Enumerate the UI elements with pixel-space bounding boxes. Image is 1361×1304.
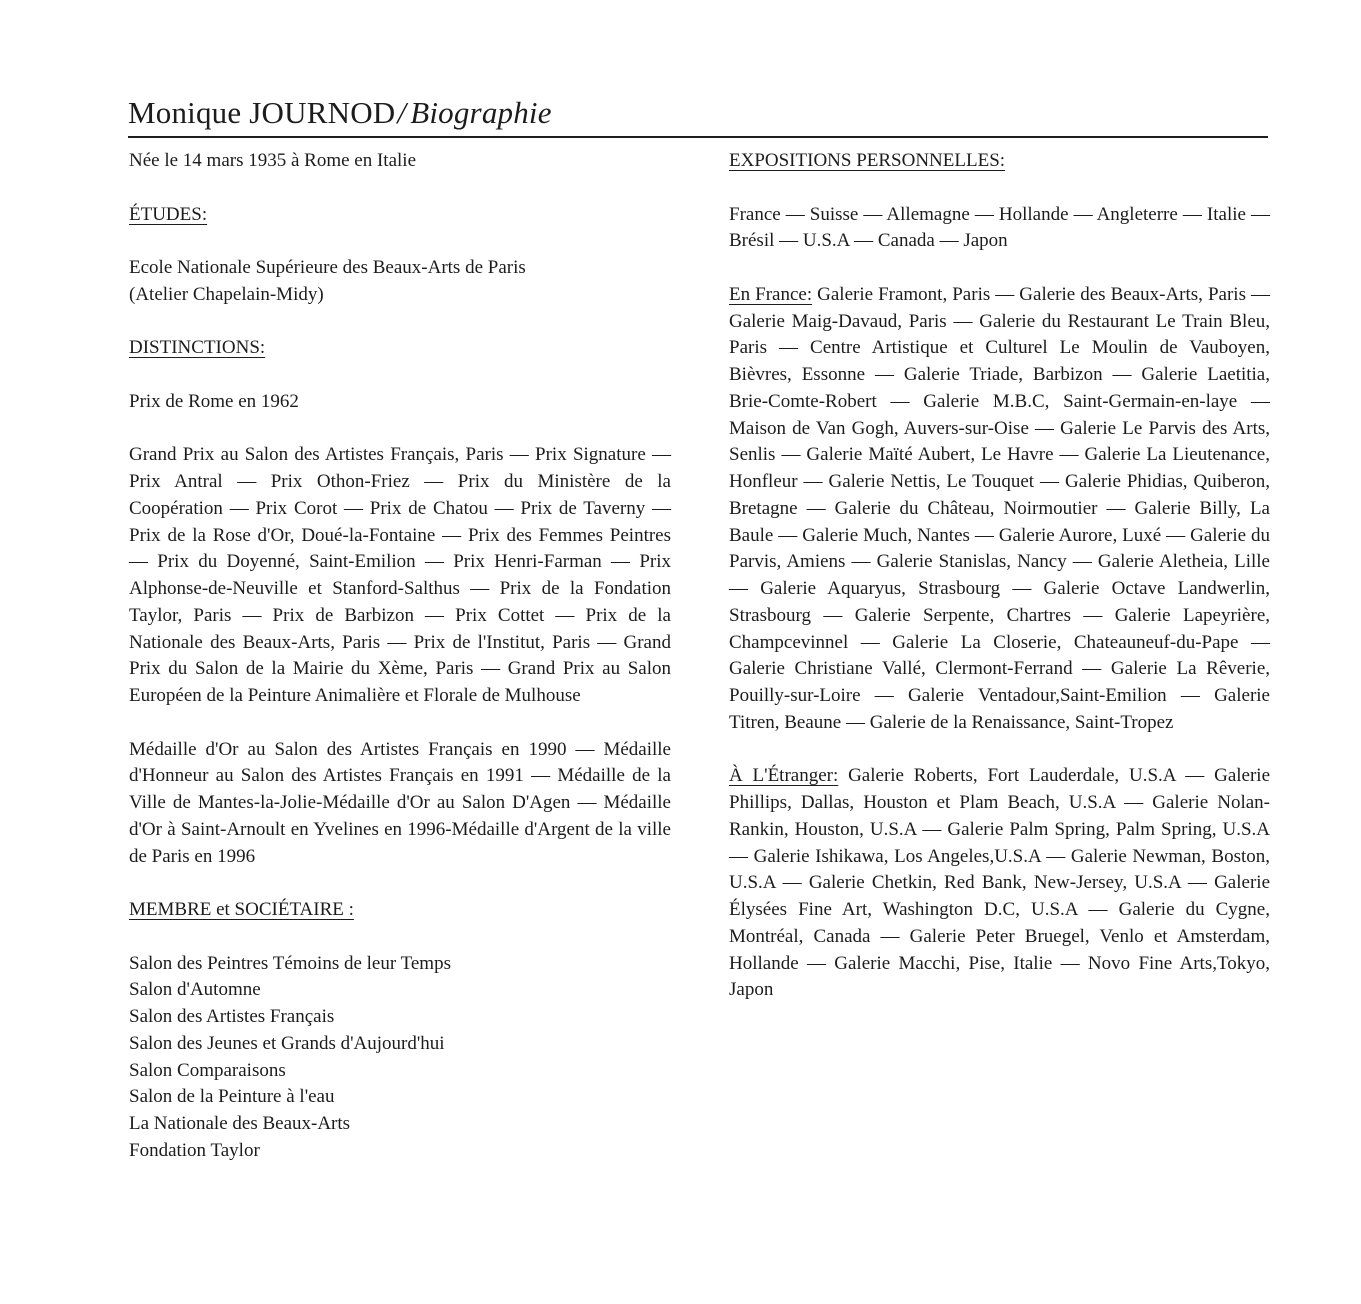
studies-line: (Atelier Chapelain-Midy): [129, 283, 324, 305]
prizes-paragraph: Grand Prix au Salon des Artistes Français, Paris — Prix Signature — Prix Antral — Prix Othon-Friez — Prix du Ministère de la Coopération — Prix Corot — Prix de Chatou — Prix de Taverny — Prix de la Rose d'Or, Doué-la-Fontaine — Prix des Femmes Peintres — Prix du Doyenné, Saint-Emilion — Prix Henri-Farman — Prix Alphonse-de-Neuville et Stanford-Salthus — Prix de la Fondation Taylor, Paris — Prix de Barbizon — Prix Cottet — Prix de la Nationale des Beaux-Arts, Paris — Prix de l'Institut, Paris — Grand Prix du Salon de la Mairie du Xème, Paris — Grand Prix au Salon Européen de la Peinture Animalière et Florale de Mulhouse: [129, 444, 671, 706]
expositions-heading: EXPOSITIONS PERSONNELLES:: [729, 150, 1006, 171]
list-item: Salon des Jeunes et Grands d'Aujourd'hui: [129, 1032, 445, 1054]
salons-list: [129, 951, 671, 1165]
studies-line: Ecole Nationale Supérieure des Beaux-Arts de Paris: [129, 257, 526, 278]
list-item: Salon des Artistes Français: [129, 1006, 335, 1027]
studies-heading: ÉTUDES:: [129, 203, 208, 225]
list-item: Salon Comparaisons: [129, 1059, 286, 1081]
distinctions-heading: DISTINCTIONS:: [129, 337, 266, 359]
prix-de-rome: Prix de Rome en 1962: [129, 390, 299, 412]
list-item: Salon des Peintres Témoins de leur Temps: [129, 952, 451, 974]
studies-heading-block: [129, 202, 671, 229]
list-item: Salon d'Automne: [129, 979, 261, 1001]
page-title: [128, 94, 552, 132]
artist-name: Monique JOURNOD: [128, 95, 396, 130]
medals-paragraph: Médaille d'Or au Salon des Artistes Français en 1990 — Médaille d'Honneur au Salon des Artistes Français en 1991 — Médaille de la Ville de Mantes-la-Jolie-Médaille d'Or au Salon D'Agen — Médaille d'Or à Saint-Arnoult en Yvelines en 1996-Médaille d'Argent de la ville de Paris en 1996: [129, 738, 671, 867]
france-paragraph: [729, 282, 1270, 737]
etranger-paragraph: [729, 763, 1270, 1004]
page-header: [128, 92, 1268, 138]
countries-paragraph: France — Suisse — Allemagne — Hollande — Angleterre — Italie — Brésil — U.S.A — Canada — Japon: [729, 203, 1270, 252]
france-text: Galerie Framont, Paris — Galerie des Beaux-Arts, Paris — Galerie Maig-Davaud, Paris — Galerie du Restaurant Le Train Bleu, Paris — Centre Artistique et Culturel Le Moulin de Vauboyen, Bièvres, Essonne — Galerie Triade, Barbizon — Galerie Laetitia, Brie-Comte-Robert — Galerie M.B.C, Saint-Germain-en-laye — Maison de Van Gogh, Auvers-sur-Oise — Galerie Le Parvis des Arts, Senlis — Galerie Maïté Aubert, Le Havre — Galerie La Lieutenance, Honfleur — Galerie Nettis, Le Touquet — Galerie Phidias, Quiberon, Bretagne — Galerie du Château, Noirmoutier — Galerie Billy, La Baule — Galerie Much, Nantes — Galerie Aurore, Luxé — Galerie du Parvis, Amiens — Galerie Stanislas, Nancy — Galerie Aletheia, Lille — Galerie Aquaryus, Strasbourg — Galerie Octave Landwerlin, Strasbourg — Galerie Serpente, Chartres — Galerie Lapeyrière, Champcevinnel — Galerie La Closerie, Chateauneuf-du-Pape — Galerie Christiane Vallé, Clermont-Ferrand — Galerie La Rêverie, Pouilly-sur-Loire — Galerie Ventadour,Saint-Emilion — Galerie Titren, Beaune — Galerie de la Renaissance, Saint-Tropez: [729, 283, 1270, 733]
studies-text: [129, 255, 671, 309]
france-label: En France:: [729, 283, 813, 305]
list-item: Salon de la Peinture à l'eau: [129, 1086, 335, 1108]
title-separator: /: [397, 95, 407, 130]
distinctions-heading-block: [129, 335, 671, 362]
etranger-text: Galerie Roberts, Fort Lauderdale, U.S.A — Galerie Phillips, Dallas, Houston et Plam Beach, U.S.A — Galerie Nolan-Rankin, Houston, U.S.A — Galerie Palm Spring, Palm Spring, U.S.A — Galerie Ishikawa, Los Angeles,U.S.A — Galerie Newman, Boston, U.S.A — Galerie Chetkin, Red Bank, New-Jersey, U.S.A — Galerie Élysées Fine Art, Washington D.C, U.S.A — Galerie du Cygne, Montréal, Canada — Galerie Peter Bruegel, Venlo et Amsterdam, Hollande — Galerie Macchi, Pise, Italie — Novo Fine Arts,Tokyo, Japon: [729, 765, 1271, 1001]
membre-heading-block: [129, 897, 671, 924]
page-subtitle: Biographie: [410, 95, 552, 130]
list-item: Fondation Taylor: [129, 1139, 260, 1161]
expositions-heading-block: [729, 148, 1270, 175]
membre-heading: MEMBRE et SOCIÉTAIRE :: [129, 899, 354, 920]
left-column: [129, 148, 671, 1165]
list-item: La Nationale des Beaux-Arts: [129, 1113, 351, 1134]
birth-line: Née le 14 mars 1935 à Rome en Italie: [129, 150, 417, 171]
right-column: [729, 148, 1270, 1031]
etranger-label: À L'Étranger:: [729, 765, 839, 787]
